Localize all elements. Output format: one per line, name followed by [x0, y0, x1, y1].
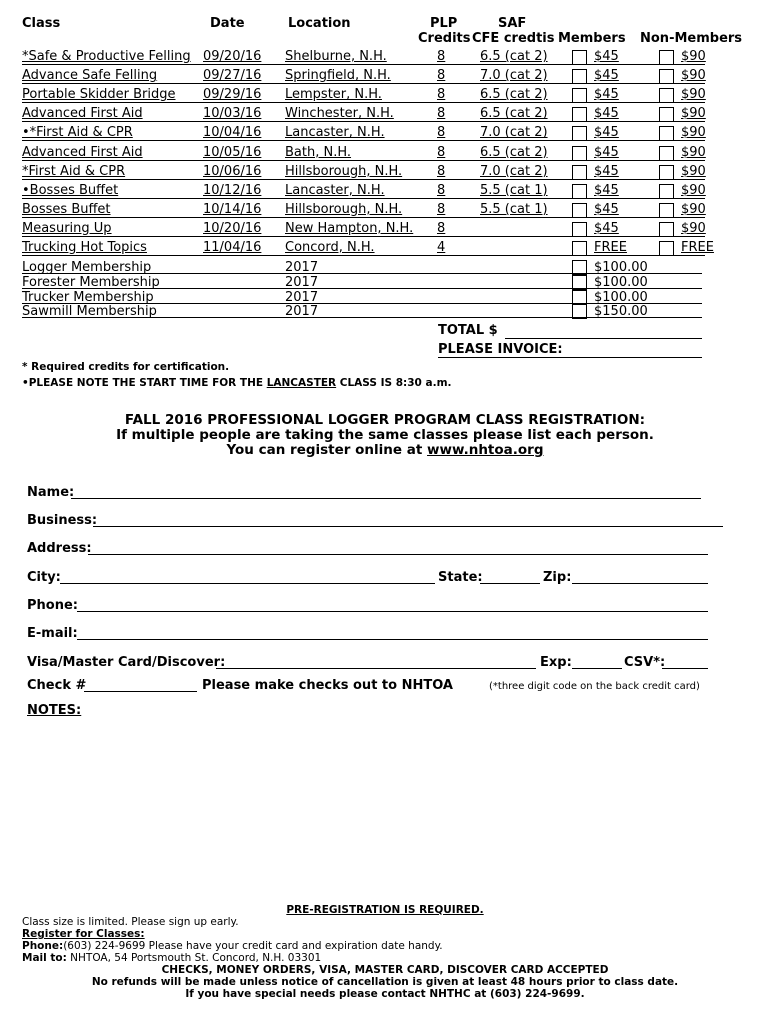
membership-checkbox[interactable]	[572, 275, 587, 290]
phone-field[interactable]	[77, 611, 708, 612]
footer-phone-text: (603) 224-9699 Please have your credit card and expiration date handy.	[63, 940, 443, 952]
class-location: Lancaster, N.H.	[285, 125, 385, 141]
membership-year: 2017	[285, 260, 319, 275]
start-note-suffix: CLASS IS 8:30 a.m.	[336, 377, 452, 389]
phone-line	[22, 940, 443, 952]
class-date: 10/06/16	[203, 163, 262, 179]
business-field[interactable]	[93, 526, 723, 527]
nonmember-checkbox[interactable]	[659, 165, 674, 180]
nonmember-price: $90	[681, 163, 706, 179]
payments-accepted: CHECKS, MONEY ORDERS, VISA, MASTER CARD, DISCOVER CARD ACCEPTED	[161, 964, 609, 976]
phone-label: Phone:	[27, 598, 78, 613]
class-saf-credits: 5.5 (cat 1)	[480, 201, 548, 217]
nonmember-price: $90	[681, 87, 706, 103]
nonmember-checkbox[interactable]	[659, 203, 674, 218]
footer-mail-label: Mail to:	[22, 952, 67, 964]
member-checkbox[interactable]	[572, 69, 587, 84]
row-rule	[22, 317, 702, 318]
class-credits: 8	[437, 49, 446, 64]
membership-checkbox[interactable]	[572, 304, 587, 319]
register-online-link[interactable]: www.nhtoa.org	[427, 442, 544, 458]
register-online-text: You can register online at	[226, 442, 428, 458]
start-note-place: LANCASTER	[266, 377, 337, 389]
class-row	[22, 240, 742, 258]
nonmember-price: $90	[681, 106, 706, 122]
class-location: Winchester, N.H.	[285, 106, 394, 122]
class-date: 10/14/16	[203, 201, 262, 217]
class-location: Shelburne, N.H.	[285, 49, 387, 64]
class-name: Portable Skidder Bridge	[22, 87, 176, 103]
start-time-note	[22, 377, 452, 389]
form-title: FALL 2016 PROFESSIONAL LOGGER PROGRAM CLASS REGISTRATION:	[124, 412, 646, 428]
class-name: Measuring Up	[22, 220, 112, 236]
csv-label: CSV*:	[624, 655, 666, 670]
card-field[interactable]	[216, 668, 536, 669]
prereg-required: PRE-REGISTRATION IS REQUIRED.	[286, 904, 484, 916]
class-name: Advanced First Aid	[22, 106, 143, 122]
class-location: Hillsborough, N.H.	[285, 201, 403, 217]
form-subtitle: If multiple people are taking the same classes please list each person.	[116, 427, 654, 443]
class-date: 11/04/16	[203, 240, 262, 255]
membership-name: Sawmill Membership	[22, 304, 157, 320]
class-location: Concord, N.H.	[285, 240, 375, 255]
nonmember-price: $90	[681, 68, 706, 84]
membership-year: 2017	[285, 289, 319, 305]
class-saf-credits: 6.5 (cat 2)	[480, 144, 548, 160]
member-price: $45	[594, 144, 619, 160]
membership-price: $100.00	[594, 274, 648, 290]
nonmember-checkbox[interactable]	[659, 88, 674, 103]
class-location: Lancaster, N.H.	[285, 182, 385, 198]
class-credits: 8	[437, 106, 446, 122]
class-location: Bath, N.H.	[285, 144, 352, 160]
member-price: $45	[594, 125, 619, 141]
membership-price: $100.00	[594, 289, 648, 305]
row-rule	[22, 179, 705, 180]
membership-year: 2017	[285, 304, 319, 320]
class-date: 09/27/16	[203, 68, 262, 84]
class-location: Hillsborough, N.H.	[285, 163, 403, 179]
member-checkbox[interactable]	[572, 107, 587, 122]
member-checkbox[interactable]	[572, 146, 587, 161]
class-row	[22, 221, 742, 239]
header-location: Location	[288, 16, 351, 31]
class-row	[22, 87, 742, 105]
membership-checkbox[interactable]	[572, 260, 587, 275]
footer-mail-text: NHTOA, 54 Portsmouth St. Concord, N.H. 03301	[66, 952, 322, 964]
state-field[interactable]	[480, 583, 540, 584]
total-line[interactable]	[505, 338, 702, 339]
card-label: Visa/Master Card/Discover:	[27, 655, 226, 670]
class-date: 09/20/16	[203, 49, 262, 64]
invoice-label: PLEASE INVOICE:	[438, 342, 563, 357]
membership-row	[22, 304, 742, 322]
class-saf-credits: 7.0 (cat 2)	[480, 125, 548, 141]
class-credits: 8	[437, 163, 446, 179]
class-name: *Safe & Productive Felling	[22, 49, 191, 64]
start-note-prefix: •PLEASE NOTE THE START TIME FOR THE	[22, 377, 267, 389]
membership-name: Forester Membership	[22, 274, 160, 290]
nonmember-price: FREE	[681, 240, 714, 255]
nonmember-checkbox[interactable]	[659, 50, 674, 65]
header-date: Date	[210, 16, 245, 31]
city-label: City:	[27, 570, 61, 585]
class-date: 10/20/16	[203, 220, 262, 236]
check-label: Check #	[27, 678, 87, 693]
class-name: *First Aid & CPR	[22, 163, 126, 179]
class-location: Springfield, N.H.	[285, 68, 391, 84]
email-field[interactable]	[77, 639, 708, 640]
class-row	[22, 145, 742, 163]
class-row	[22, 164, 742, 182]
exp-field[interactable]	[572, 668, 622, 669]
class-credits: 8	[437, 125, 446, 141]
csv-field[interactable]	[662, 668, 708, 669]
class-name: Bosses Buffet	[22, 201, 111, 217]
header-credits: Credits	[418, 31, 471, 46]
row-rule	[22, 83, 705, 84]
row-rule	[22, 160, 705, 161]
zip-label: Zip:	[543, 570, 572, 585]
class-row	[22, 125, 742, 143]
membership-name: Logger Membership	[22, 260, 152, 275]
name-label: Name:	[27, 485, 75, 500]
nonmember-price: $90	[681, 201, 706, 217]
class-name: Advance Safe Felling	[22, 68, 158, 84]
class-date: 10/04/16	[203, 125, 262, 141]
nonmember-price: $90	[681, 125, 706, 141]
total-label: TOTAL $	[438, 323, 498, 338]
member-checkbox[interactable]	[572, 126, 587, 141]
member-price: $45	[594, 106, 619, 122]
register-online	[0, 442, 770, 458]
member-checkbox[interactable]	[572, 50, 587, 65]
class-row	[22, 183, 742, 201]
state-label: State:	[438, 570, 483, 585]
city-field[interactable]	[60, 583, 435, 584]
row-rule	[22, 64, 705, 65]
header-class: Class	[22, 16, 61, 31]
nonmember-checkbox[interactable]	[659, 222, 674, 237]
address-field[interactable]	[88, 554, 708, 555]
class-row	[22, 49, 742, 67]
nonmember-checkbox[interactable]	[659, 107, 674, 122]
special-needs: If you have special needs please contact NHTHC at (603) 224-9699.	[185, 988, 585, 1000]
class-date: 10/03/16	[203, 106, 262, 122]
class-credits: 8	[437, 201, 446, 217]
class-saf-credits: 6.5 (cat 2)	[480, 106, 548, 122]
membership-checkbox[interactable]	[572, 290, 587, 305]
header-members: Members	[558, 31, 626, 46]
check-field[interactable]	[84, 691, 197, 692]
class-saf-credits: 6.5 (cat 2)	[480, 87, 548, 103]
class-saf-credits: 7.0 (cat 2)	[480, 163, 548, 179]
row-rule	[22, 140, 705, 141]
member-price: $45	[594, 201, 619, 217]
nonmember-checkbox[interactable]	[659, 184, 674, 199]
class-credits: 4	[437, 240, 446, 255]
class-location: New Hampton, N.H.	[285, 220, 414, 236]
member-price: FREE	[594, 240, 627, 255]
header-cfe: CFE credtis	[472, 31, 555, 46]
class-date: 10/05/16	[203, 144, 262, 160]
footer-phone-label: Phone:	[22, 940, 64, 952]
name-field[interactable]	[71, 498, 701, 499]
class-credits: 8	[437, 87, 446, 103]
nonmember-checkbox[interactable]	[659, 146, 674, 161]
class-credits: 8	[437, 220, 446, 236]
nonmember-price: $90	[681, 144, 706, 160]
notes-label: NOTES:	[27, 703, 82, 718]
class-name: Trucking Hot Topics	[22, 240, 147, 255]
membership-year: 2017	[285, 274, 319, 290]
class-credits: 8	[437, 68, 446, 84]
row-rule	[22, 255, 705, 256]
class-location: Lempster, N.H.	[285, 87, 382, 103]
row-rule	[22, 217, 705, 218]
business-label: Business:	[27, 513, 98, 528]
class-name: •*First Aid & CPR	[22, 125, 133, 141]
exp-label: Exp:	[540, 655, 572, 670]
nonmember-checkbox[interactable]	[659, 241, 674, 256]
member-checkbox[interactable]	[572, 203, 587, 218]
row-rule	[22, 198, 705, 199]
nonmember-checkbox[interactable]	[659, 69, 674, 84]
class-name: •Bosses Buffet	[22, 182, 119, 198]
nonmember-price: $90	[681, 182, 706, 198]
member-checkbox[interactable]	[572, 165, 587, 180]
class-date: 10/12/16	[203, 182, 262, 198]
class-saf-credits: 6.5 (cat 2)	[480, 49, 548, 64]
row-rule	[22, 236, 705, 237]
nonmember-checkbox[interactable]	[659, 126, 674, 141]
row-rule	[22, 102, 705, 103]
header-nonmembers: Non-Members	[640, 31, 743, 46]
check-note: Please make checks out to NHTOA	[202, 678, 453, 693]
member-checkbox[interactable]	[572, 222, 587, 237]
class-credits: 8	[437, 144, 446, 160]
member-price: $45	[594, 87, 619, 103]
class-row	[22, 68, 742, 86]
class-date: 09/29/16	[203, 87, 262, 103]
class-name: Advanced First Aid	[22, 144, 143, 160]
member-checkbox[interactable]	[572, 88, 587, 103]
invoice-line[interactable]	[438, 357, 702, 358]
member-price: $45	[594, 163, 619, 179]
membership-name: Trucker Membership	[22, 289, 154, 305]
membership-price: $150.00	[594, 304, 648, 320]
class-row	[22, 106, 742, 124]
class-credits: 8	[437, 182, 446, 198]
class-row	[22, 202, 742, 220]
mail-line	[22, 952, 321, 964]
class-size-note: Class size is limited. Please sign up early.	[22, 916, 239, 928]
nonmember-price: $90	[681, 49, 706, 64]
class-saf-credits: 7.0 (cat 2)	[480, 68, 548, 84]
member-price: $45	[594, 220, 619, 236]
membership-price: $100.00	[594, 260, 648, 275]
nonmember-price: $90	[681, 220, 706, 236]
header-saf: SAF	[498, 16, 527, 31]
member-price: $45	[594, 182, 619, 198]
address-label: Address:	[27, 541, 92, 556]
member-checkbox[interactable]	[572, 241, 587, 256]
email-label: E-mail:	[27, 626, 78, 641]
csv-note: (*three digit code on the back credit card)	[489, 681, 700, 692]
class-saf-credits: 5.5 (cat 1)	[480, 182, 548, 198]
member-checkbox[interactable]	[572, 184, 587, 199]
member-price: $45	[594, 49, 619, 64]
member-price: $45	[594, 68, 619, 84]
refund-policy: No refunds will be made unless notice of cancellation is given at least 48 hours prior to class date.	[91, 976, 679, 988]
header-plp: PLP	[430, 16, 458, 31]
required-note: * Required credits for certification.	[22, 361, 230, 373]
row-rule	[22, 121, 705, 122]
register-heading: Register for Classes:	[22, 928, 145, 940]
zip-field[interactable]	[572, 583, 708, 584]
